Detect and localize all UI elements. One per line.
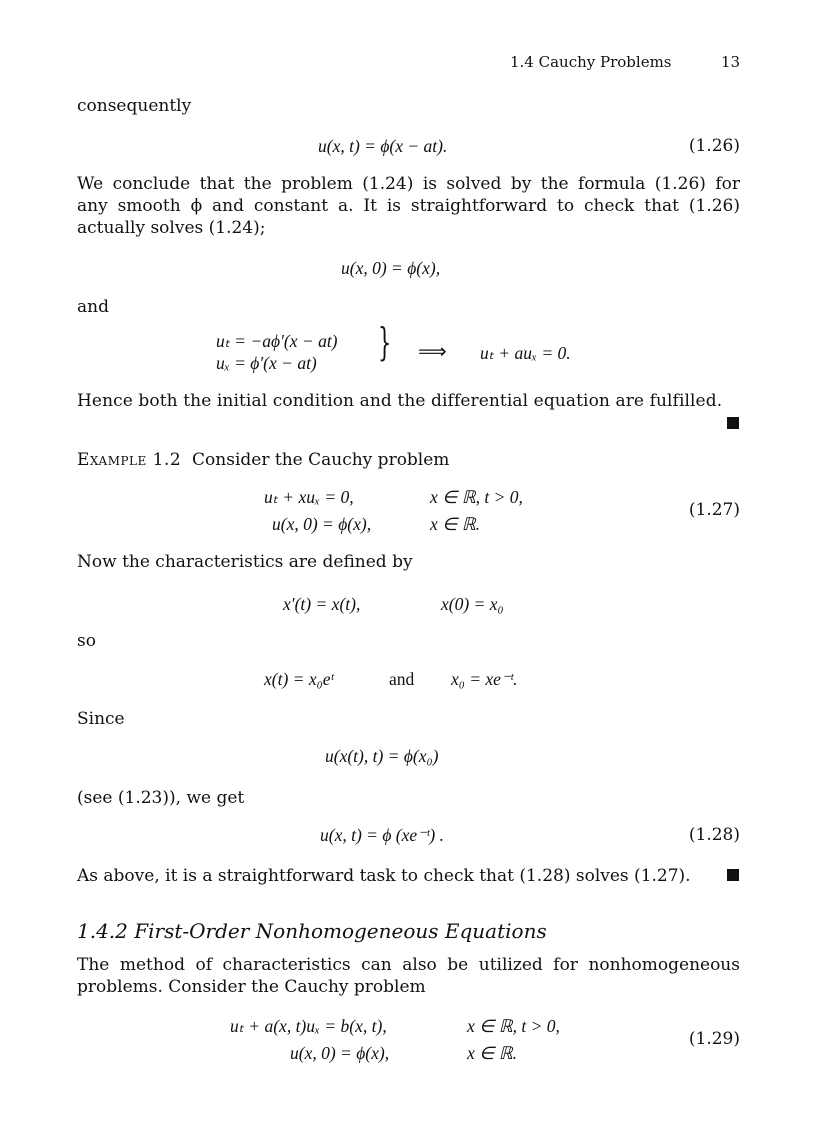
equation-number-1-28: (1.28) [688,825,740,845]
equation-number-1-27: (1.27) [688,500,740,520]
paragraph-line: problems. Consider the Cauchy problem [77,977,426,997]
equation-1-27-a-domain: x ∈ ℝ, t > 0, [430,487,523,507]
equation-pde: uₜ + auₓ = 0. [480,343,571,363]
text-since: Since [77,709,125,729]
text-and: and [77,297,109,317]
equation-1-29-a: uₜ + a(x, t)uₓ = b(x, t), [230,1016,387,1036]
qed-square [727,417,739,429]
equation-number-1-29: (1.29) [688,1029,740,1049]
equation-ut: uₜ = −aϕ′(x − at) [216,331,338,351]
paragraph-line: any smooth ϕ and constant a. It is straightforward to check that (1.26) [77,196,740,216]
implies-arrow: ⟹ [418,341,447,363]
text-see-reference: (see (1.23)), we get [77,788,245,808]
page-number: 13 [721,53,741,71]
equation-solution-x: x(t) = x₀eᵗ [264,669,334,689]
equation-ux: uₓ = ϕ′(x − at) [216,353,317,373]
qed-square [727,869,739,881]
equation-1-29-b: u(x, 0) = ϕ(x), [290,1043,390,1063]
equation-1-26: u(x, t) = ϕ(x − at). [318,136,448,156]
equation-1-27-b-domain: x ∈ ℝ. [430,514,480,534]
example-heading [77,449,449,471]
equation-characteristic-ode: x′(t) = x(t), [283,594,361,614]
text-and-inline: and [389,669,415,689]
equation-characteristic-init: x(0) = x₀ [441,594,504,614]
paragraph-line: Hence both the initial condition and the differential equation are fulfilled. [77,391,723,411]
paragraph-line: We conclude that the problem (1.24) is solved by the formula (1.26) for [77,174,740,194]
equation-1-27-b: u(x, 0) = ϕ(x), [272,514,372,534]
equation-u-constant: u(x(t), t) = ϕ(x₀) [325,746,439,766]
text-consequently: consequently [77,96,192,116]
equation-1-28: u(x, t) = ϕ (xe⁻ᵗ) . [320,825,444,845]
equation-number-1-26: (1.26) [688,136,740,156]
equation-solution-x0: x₀ = xe⁻ᵗ. [451,669,518,689]
example-text: Consider the Cauchy problem [192,450,450,470]
running-title: 1.4 Cauchy Problems [510,53,672,71]
paragraph-line: The method of characteristics can also be utilized for nonhomogeneous [77,955,740,975]
section-heading: 1.4.2 First-Order Nonhomogeneous Equations [77,919,547,943]
example-label: Example 1.2 [77,450,182,470]
equation-initial-condition: u(x, 0) = ϕ(x), [341,258,441,278]
text-characteristics-intro: Now the characteristics are defined by [77,552,413,572]
equation-1-29-a-domain: x ∈ ℝ, t > 0, [467,1016,560,1036]
equation-1-29-b-domain: x ∈ ℝ. [467,1043,517,1063]
equation-1-27-a: uₜ + xuₓ = 0, [264,487,354,507]
paragraph-line: actually solves (1.24); [77,218,266,238]
paragraph-line: As above, it is a straightforward task to check that (1.28) solves (1.27). [77,866,691,886]
right-brace: } [378,320,392,364]
text-so: so [77,631,96,651]
